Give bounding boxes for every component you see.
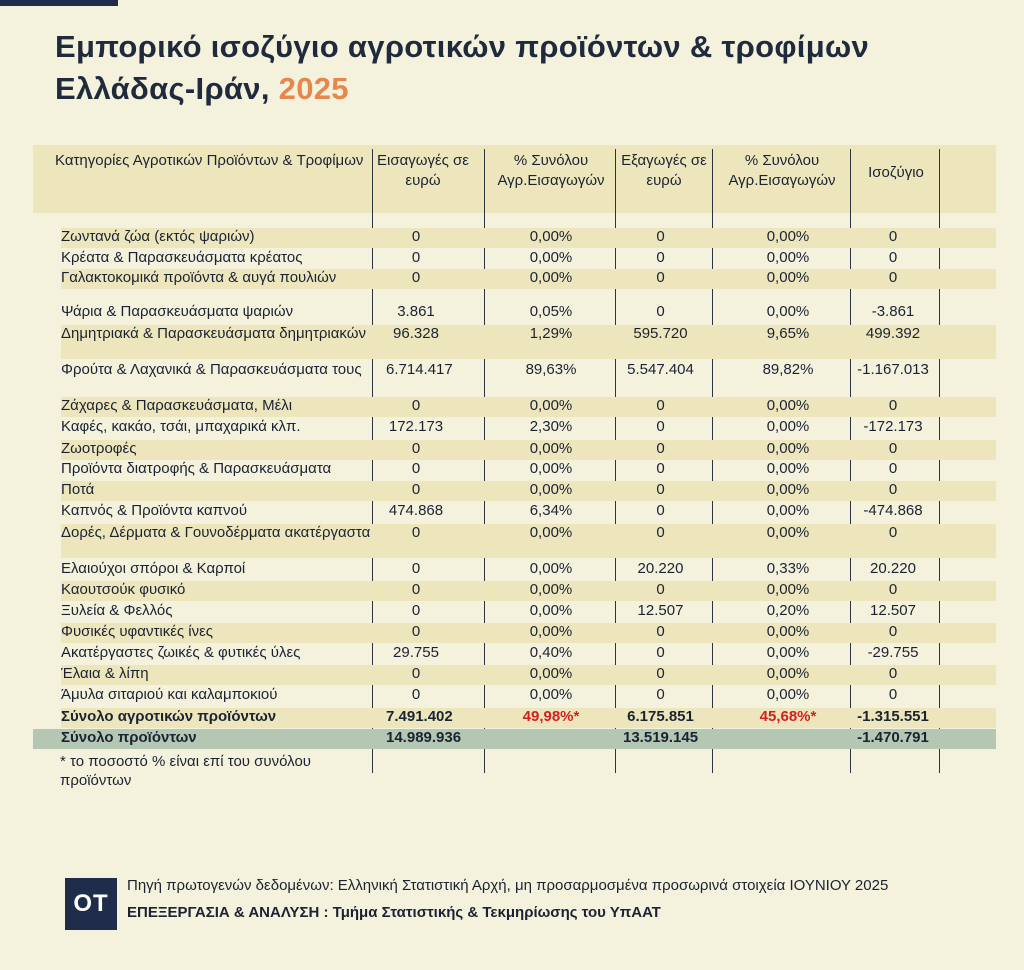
table-row [61, 325, 996, 359]
category-label: Δορές, Δέρματα & Γουνοδέρματα ακατέργαστα [61, 524, 371, 541]
imports-pct-cell: 0,00% [529, 460, 573, 477]
exports-cell: 0 [656, 303, 665, 320]
analysis-text: ΕΠΕΞΕΡΓΑΣΙΑ & ΑΝΑΛΥΣΗ : Τμήμα Στατιστικής & Τεκμηρίωσης του ΥπΑΑΤ [127, 904, 661, 921]
category-label: Γαλακτοκομικά προϊόντα & αυγά πουλιών [61, 269, 337, 286]
imports-cell: 0 [411, 524, 421, 541]
balance-cell: -1.315.551 [857, 708, 929, 725]
header-imports: Εισαγωγές σε ευρώ [376, 152, 469, 189]
table-row [61, 502, 996, 522]
imports-cell: 3.861 [397, 303, 435, 320]
category-label: Ξυλεία & Φελλός [61, 602, 173, 619]
header-balance: Ισοζύγιο [868, 164, 924, 181]
balance-cell: 0 [888, 249, 898, 266]
table-row [61, 418, 996, 438]
exports-cell: 0 [656, 481, 665, 498]
exports-cell: 0 [656, 440, 665, 457]
exports-cell: 20.220 [637, 560, 684, 577]
imports-pct-cell: 0,00% [529, 623, 573, 640]
imports-pct-cell: 89,63% [525, 361, 577, 378]
table-row [61, 524, 996, 558]
imports-cell: 0 [411, 249, 421, 266]
table-row [61, 460, 996, 480]
table-row [61, 269, 996, 289]
imports-cell: 0 [411, 269, 421, 286]
category-label: Φρούτα & Λαχανικά & Παρασκευάσματα τους [61, 361, 362, 378]
balance-cell: -172.173 [863, 418, 923, 435]
imports-pct-cell: 0,00% [529, 581, 573, 598]
category-label: Δημητριακά & Παρασκευάσματα δημητριακών [61, 325, 366, 342]
exports-cell: 0 [656, 644, 665, 661]
total-agri-row [61, 708, 996, 728]
header-exports: Εξαγωγές σε ευρώ [621, 152, 707, 189]
exports-pct-cell: 0,00% [766, 644, 810, 661]
imports-cell: 14.989.936 [386, 729, 462, 746]
title-line-2 [55, 68, 995, 110]
imports-cell: 0 [411, 440, 421, 457]
footnote: * το ποσοστό % είναι επί του συνόλου προϊόντων [60, 753, 311, 789]
table-header [33, 145, 996, 213]
imports-pct-cell: 0,00% [529, 440, 573, 457]
exports-cell: 0 [656, 228, 665, 245]
imports-pct-cell: 0,00% [529, 228, 573, 245]
imports-cell: 0 [411, 397, 421, 414]
imports-pct-cell: 0,05% [529, 303, 573, 320]
imports-pct-cell: 0,00% [529, 269, 573, 286]
balance-cell: 499.392 [865, 325, 921, 342]
table-row [61, 560, 996, 580]
balance-cell: -29.755 [867, 644, 919, 661]
exports-pct-cell: 0,00% [766, 418, 810, 435]
exports-cell: 0 [656, 397, 665, 414]
exports-pct-cell: 0,00% [766, 623, 810, 640]
balance-cell: 0 [888, 269, 898, 286]
imports-cell: 0 [411, 228, 421, 245]
imports-cell: 7.491.402 [386, 708, 453, 725]
imports-pct-cell: 0,00% [529, 524, 573, 541]
imports-cell: 29.755 [393, 644, 439, 661]
exports-pct-cell: 0,33% [766, 560, 810, 577]
exports-cell: 0 [656, 269, 665, 286]
balance-cell: 0 [888, 228, 898, 245]
balance-cell: 0 [888, 440, 898, 457]
title-country: Ελλάδας-Ιράν, [55, 71, 270, 106]
category-label: Καουτσούκ φυσικό [61, 581, 186, 598]
exports-cell: 595.720 [633, 325, 688, 342]
balance-cell: 0 [888, 686, 898, 703]
balance-cell: -3.861 [871, 303, 915, 320]
category-label: Ακατέργαστες ζωικές & φυτικές ύλες [61, 644, 301, 661]
table-row [61, 481, 996, 501]
category-label: Σύνολο αγροτικών προϊόντων [61, 708, 277, 725]
table-row [61, 440, 996, 460]
source-text: Πηγή πρωτογενών δεδομένων: Ελληνική Στατιστική Αρχή, μη προσαρμοσμένα προσωρινά στοιχεία ΙΟΥΝΙΟΥ 2025 [127, 877, 889, 894]
imports-cell: 0 [411, 460, 421, 477]
table-row [61, 623, 996, 643]
imports-pct-cell: 0,00% [529, 481, 573, 498]
title-line-1: Εμπορικό ισοζύγιο αγροτικών προϊόντων & τροφίμων [55, 29, 869, 64]
category-label: Φυσικές υφαντικές ίνες [61, 623, 214, 640]
category-label: Ψάρια & Παρασκευάσματα ψαριών [61, 303, 294, 320]
exports-pct-cell: 0,00% [766, 665, 810, 682]
exports-cell: 0 [656, 581, 665, 598]
imports-pct-cell: 0,00% [529, 665, 573, 682]
imports-cell: 0 [411, 665, 421, 682]
category-label: Ελαιούχοι σπόροι & Καρποί [61, 560, 246, 577]
exports-pct-cell: 0,00% [766, 397, 810, 414]
imports-pct-cell: 49,98%* [522, 708, 580, 725]
imports-pct-cell: 0,40% [529, 644, 573, 661]
header-exports-pct: % Συνόλου Αγρ.Εισαγωγών [728, 152, 836, 189]
exports-cell: 5.547.404 [627, 361, 694, 378]
exports-cell: 0 [656, 686, 665, 703]
balance-cell: -474.868 [863, 502, 923, 519]
category-label: Κρέατα & Παρασκευάσματα κρέατος [61, 249, 303, 266]
exports-cell: 0 [656, 418, 665, 435]
imports-cell: 96.328 [393, 325, 439, 342]
exports-cell: 0 [656, 524, 665, 541]
exports-pct-cell: 45,68%* [759, 708, 817, 725]
balance-cell: 0 [888, 481, 898, 498]
header-category: Κατηγορίες Αγροτικών Προϊόντων & Τροφίμων [55, 152, 364, 169]
imports-pct-cell: 0,00% [529, 397, 573, 414]
table-row [61, 644, 996, 664]
table-row [61, 602, 996, 622]
imports-cell: 0 [411, 623, 421, 640]
balance-cell: -1.167.013 [857, 361, 929, 378]
balance-cell: 0 [888, 397, 898, 414]
imports-pct-cell: 0,00% [529, 249, 573, 266]
imports-pct-cell: 1,29% [529, 325, 573, 342]
table-row [61, 581, 996, 601]
balance-cell: 0 [888, 623, 898, 640]
imports-pct-cell: 0,00% [529, 602, 573, 619]
exports-cell: 0 [656, 623, 665, 640]
imports-cell: 474.868 [388, 502, 444, 519]
imports-cell: 0 [411, 602, 421, 619]
balance-cell: 0 [888, 460, 898, 477]
exports-cell: 6.175.851 [627, 708, 694, 725]
imports-pct-cell: 0,00% [529, 686, 573, 703]
imports-cell: 6.714.417 [386, 361, 453, 378]
category-label: Ζωοτροφές [61, 440, 137, 457]
table-row [61, 361, 996, 395]
balance-cell: 0 [888, 665, 898, 682]
category-label: Ζωντανά ζώα (εκτός ψαριών) [61, 228, 255, 245]
imports-pct-cell: 0,00% [529, 560, 573, 577]
exports-cell: 12.507 [637, 602, 684, 619]
category-label: Σύνολο προϊόντων [61, 729, 197, 746]
ot-logo: OT [65, 878, 117, 930]
exports-pct-cell: 0,00% [766, 440, 810, 457]
exports-pct-cell: 0,00% [766, 303, 810, 320]
exports-pct-cell: 0,00% [766, 686, 810, 703]
exports-pct-cell: 0,20% [766, 602, 810, 619]
exports-pct-cell: 9,65% [766, 325, 810, 342]
title-year: 2025 [278, 71, 349, 106]
imports-pct-cell: 2,30% [529, 418, 573, 435]
exports-cell: 13.519.145 [623, 729, 699, 746]
balance-cell: 0 [888, 581, 898, 598]
category-label: Άμυλα σιταριού και καλαμποκιού [61, 686, 278, 703]
table-row [61, 665, 996, 685]
category-label: Έλαια & λίπη [61, 665, 149, 682]
category-label: Καφές, κακάο, τσάι, μπαχαρικά κλπ. [61, 418, 301, 435]
imports-cell: 172.173 [388, 418, 444, 435]
exports-cell: 0 [656, 502, 665, 519]
table-row [61, 686, 996, 706]
category-label: Ποτά [61, 481, 95, 498]
exports-pct-cell: 89,82% [762, 361, 814, 378]
table-row [61, 397, 996, 417]
balance-cell: -1.470.791 [857, 729, 929, 746]
exports-pct-cell: 0,00% [766, 581, 810, 598]
imports-cell: 0 [411, 581, 421, 598]
category-label: Ζάχαρες & Παρασκευάσματα, Μέλι [61, 397, 293, 414]
exports-pct-cell: 0,00% [766, 269, 810, 286]
table-row [61, 249, 996, 269]
table-row [61, 303, 996, 323]
exports-pct-cell: 0,00% [766, 460, 810, 477]
exports-cell: 0 [656, 249, 665, 266]
total-all-row [33, 729, 996, 749]
exports-cell: 0 [656, 460, 665, 477]
category-label: Προϊόντα διατροφής & Παρασκευάσματα [61, 460, 332, 477]
top-accent-bar [0, 0, 118, 6]
category-label: Καπνός & Προϊόντα καπνού [61, 502, 248, 519]
imports-cell: 0 [411, 686, 421, 703]
exports-cell: 0 [656, 665, 665, 682]
header-imports-pct: % Συνόλου Αγρ.Εισαγωγών [497, 152, 605, 189]
exports-pct-cell: 0,00% [766, 481, 810, 498]
balance-cell: 0 [888, 524, 898, 541]
exports-pct-cell: 0,00% [766, 524, 810, 541]
page-title [55, 26, 995, 110]
balance-cell: 20.220 [870, 560, 916, 577]
table-row [61, 228, 996, 248]
exports-pct-cell: 0,00% [766, 228, 810, 245]
exports-pct-cell: 0,00% [766, 249, 810, 266]
imports-cell: 0 [411, 560, 421, 577]
balance-cell: 12.507 [870, 602, 916, 619]
exports-pct-cell: 0,00% [766, 502, 810, 519]
imports-cell: 0 [411, 481, 421, 498]
imports-pct-cell: 6,34% [529, 502, 573, 519]
